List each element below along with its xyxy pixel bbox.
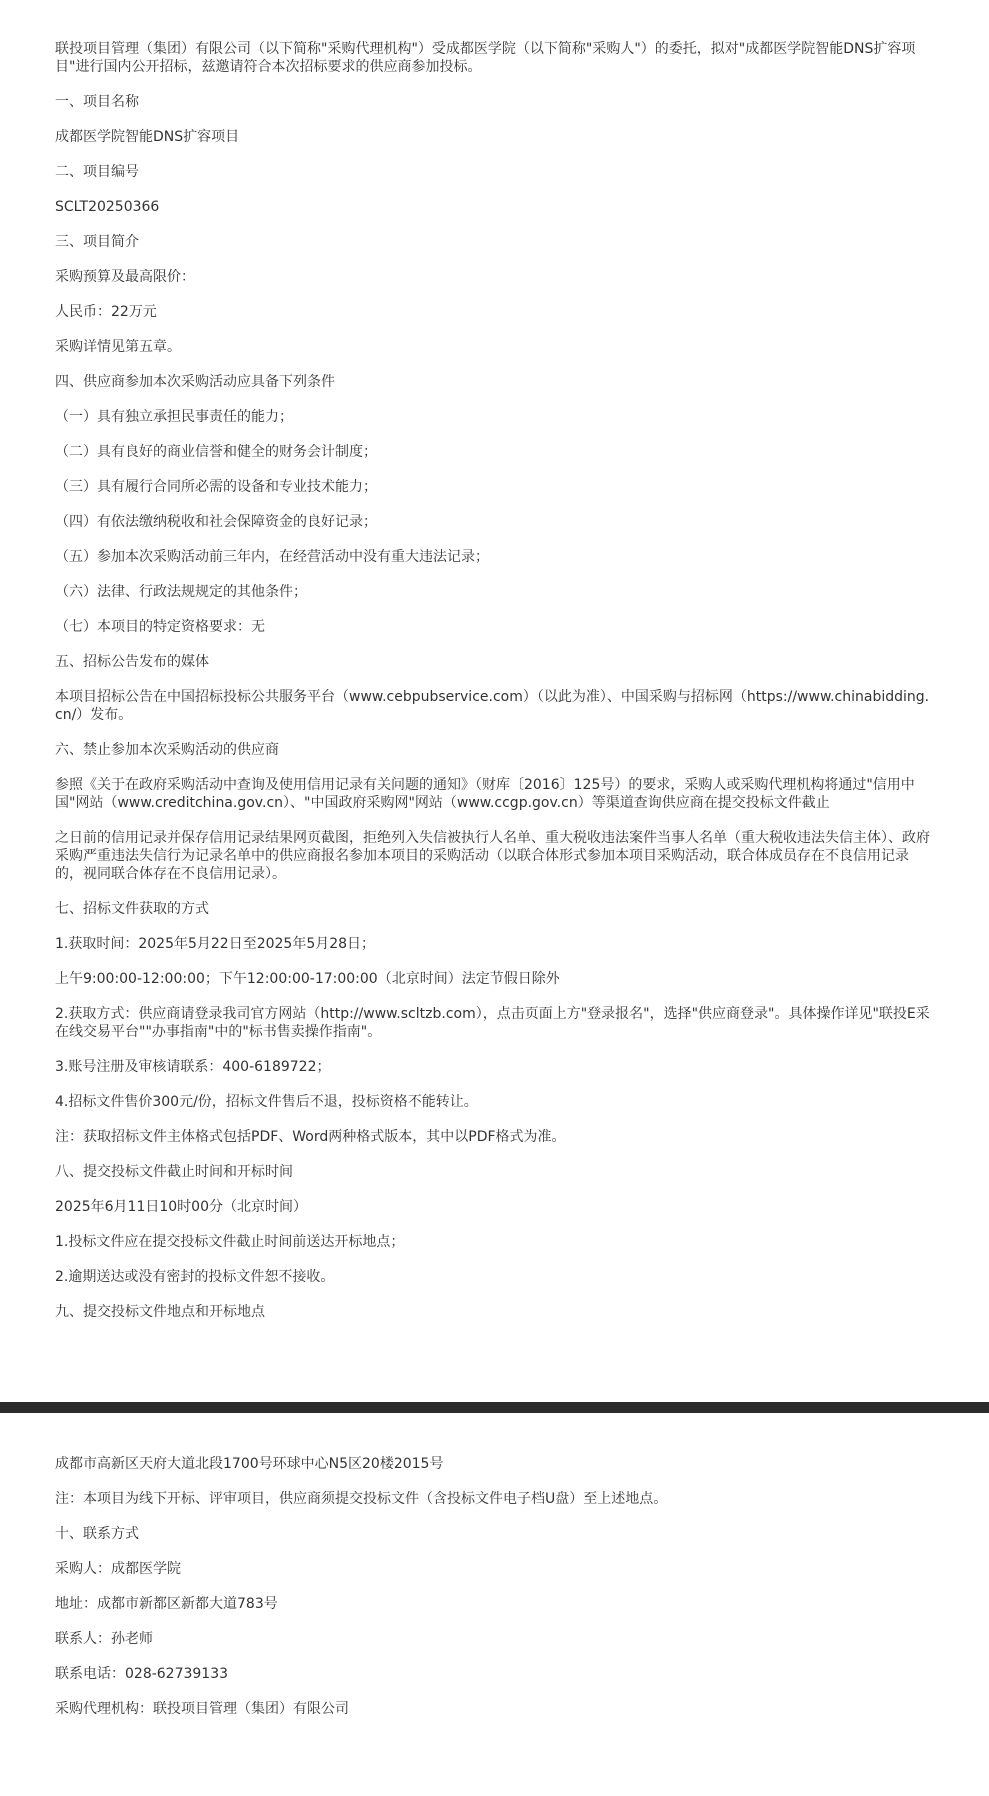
- section-heading: 四、供应商参加本次采购活动应具备下列条件: [55, 374, 335, 390]
- section-heading: 二、项目编号: [55, 164, 139, 180]
- list-item: （七）本项目的特定资格要求：无: [55, 619, 265, 635]
- paragraph: 1.获取时间：2025年5月22日至2025年5月28日；: [55, 936, 376, 952]
- section-heading: 一、项目名称: [55, 94, 139, 110]
- paragraph: 采购人：成都医学院: [55, 1561, 181, 1577]
- list-item: （四）有依法缴纳税收和社会保障资金的良好记录；: [55, 514, 377, 530]
- intro-paragraph: 联投项目管理（集团）有限公司（以下简称"采购代理机构"）受成都医学院（以下简称"采购人"）的委托，拟对"成都医学院智能DNS扩容项目"进行国内公开招标，兹邀请符合本次招标要求的供应商参加投标。: [55, 41, 916, 75]
- list-item: （二）具有良好的商业信誉和健全的财务会计制度；: [55, 444, 377, 460]
- paragraph: 联系人：孙老师: [55, 1631, 153, 1647]
- section-heading: 八、提交投标文件截止时间和开标时间: [55, 1164, 293, 1180]
- paragraph: 之日前的信用记录并保存信用记录结果网页截图，拒绝列入失信被执行人名单、重大税收违法案件当事人名单（重大税收违法失信主体）、政府采购严重违法失信行为记录名单中的供应商报名参加本项目的采购活动（以联合体形式参加本项目采购活动，联合体成员存在不良信用记录的，视同联合体存在不良信用记录）。: [55, 830, 930, 882]
- paragraph: 3.账号注册及审核请联系：400-6189722；: [55, 1059, 331, 1075]
- list-item: （一）具有独立承担民事责任的能力；: [55, 409, 293, 425]
- list-item: （六）法律、行政法规规定的其他条件；: [55, 584, 307, 600]
- document-page-1: [55, 40, 935, 1338]
- paragraph: 采购预算及最高限价：: [55, 269, 195, 285]
- list-item: （三）具有履行合同所必需的设备和专业技术能力；: [55, 479, 377, 495]
- section-heading: 三、项目简介: [55, 234, 139, 250]
- list-item: （五）参加本次采购活动前三年内，在经营活动中没有重大违法记录；: [55, 549, 489, 565]
- paragraph: 采购详情见第五章。: [55, 339, 181, 355]
- page-divider: [0, 1402, 989, 1413]
- paragraph: 2.获取方式：供应商请登录我司官方网站（http://www.scltzb.com），点击页面上方"登录报名"，选择"供应商登录"。具体操作详见"联投E采在线交易平台""办事指南"中的"标书售卖操作指南"。: [55, 1006, 930, 1040]
- paragraph: SCLT20250366: [55, 199, 160, 215]
- document-page-2: [55, 1455, 935, 1735]
- paragraph: 人民币：22万元: [55, 304, 157, 320]
- section-heading: 九、提交投标文件地点和开标地点: [55, 1304, 265, 1320]
- paragraph: 4.招标文件售价300元/份，招标文件售后不退，投标资格不能转让。: [55, 1094, 478, 1110]
- paragraph: 本项目招标公告在中国招标投标公共服务平台（www.cebpubservice.com）（以此为准）、中国采购与招标网（https://www.chinabidding.cn/）发布。: [55, 689, 930, 723]
- section-heading: 七、招标文件获取的方式: [55, 901, 209, 917]
- section-heading: 六、禁止参加本次采购活动的供应商: [55, 742, 279, 758]
- paragraph: 联系电话：028-62739133: [55, 1666, 229, 1682]
- section-heading: 五、招标公告发布的媒体: [55, 654, 209, 670]
- paragraph: 成都医学院智能DNS扩容项目: [55, 129, 240, 145]
- paragraph: 2.逾期送达或没有密封的投标文件恕不接收。: [55, 1269, 335, 1285]
- section-heading: 十、联系方式: [55, 1526, 139, 1542]
- paragraph: 地址：成都市新都区新都大道783号: [55, 1596, 278, 1612]
- paragraph: 成都市高新区天府大道北段1700号环球中心N5区20楼2015号: [55, 1456, 444, 1472]
- paragraph: 1.投标文件应在提交投标文件截止时间前送达开标地点；: [55, 1234, 405, 1250]
- paragraph: 注：获取招标文件主体格式包括PDF、Word两种格式版本，其中以PDF格式为准。: [55, 1129, 566, 1145]
- paragraph: 上午9:00:00-12:00:00；下午12:00:00-17:00:00（北京时间）法定节假日除外: [55, 971, 560, 987]
- paragraph: 注：本项目为线下开标、评审项目，供应商须提交投标文件（含投标文件电子档U盘）至上述地点。: [55, 1491, 668, 1507]
- paragraph: 2025年6月11日10时00分（北京时间）: [55, 1199, 307, 1215]
- paragraph: 参照《关于在政府采购活动中查询及使用信用记录有关问题的通知》（财库〔2016〕125号）的要求，采购人或采购代理机构将通过"信用中国"网站（www.creditchina.gov.cn）、"中国政府采购网"网站（www.ccgp.gov.cn）等渠道查询供应商在提交投标文件截止: [55, 777, 915, 811]
- paragraph: 采购代理机构：联投项目管理（集团）有限公司: [55, 1701, 349, 1717]
